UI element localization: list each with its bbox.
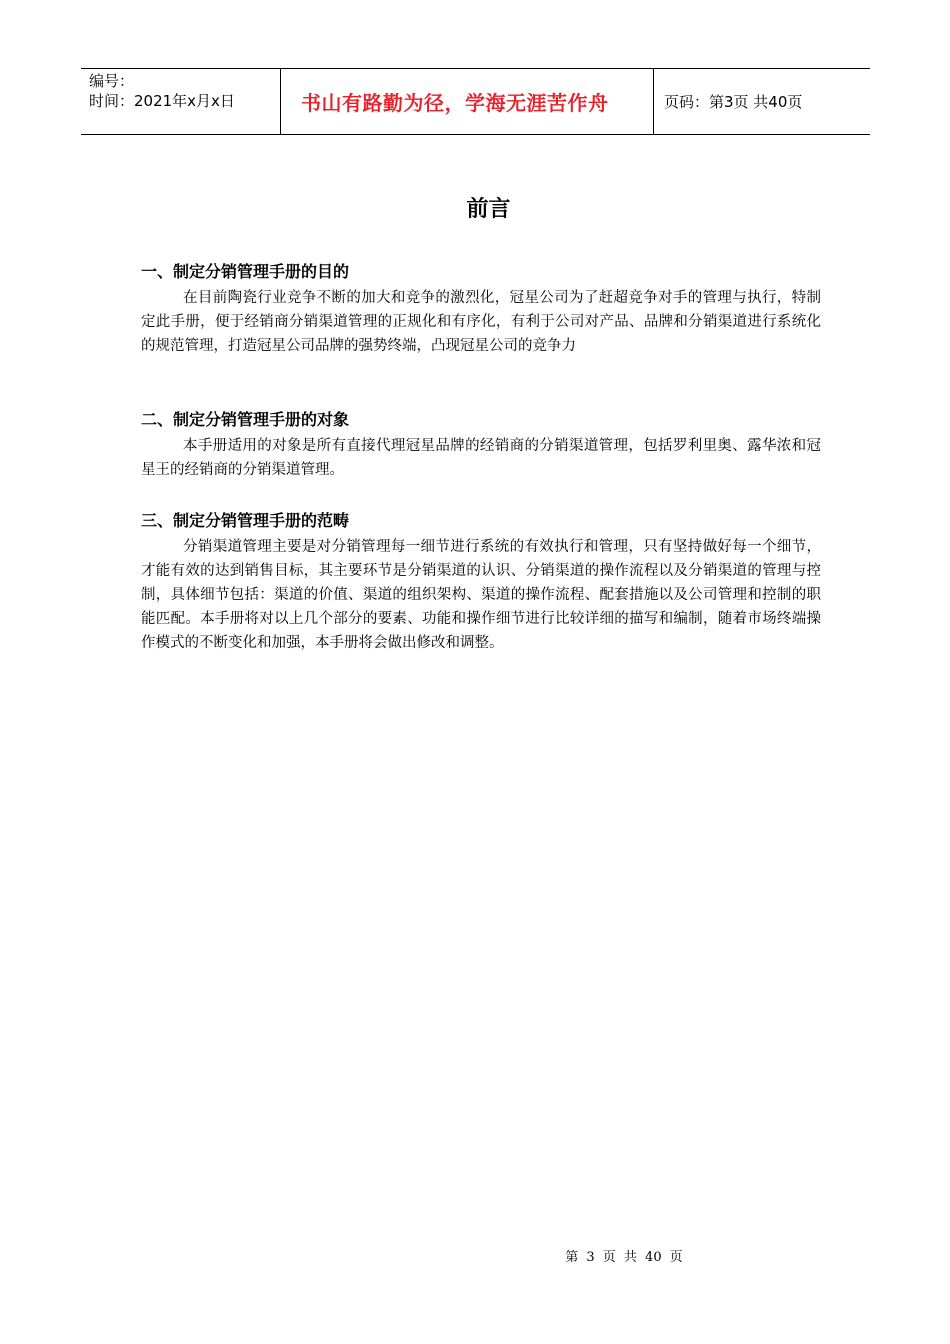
- section-scope: [141, 510, 821, 655]
- section-body: 在目前陶瓷行业竞争不断的加大和竞争的激烈化，冠星公司为了赶超竞争对手的管理与执行，特制定此手册，便于经销商分销渠道管理的正规化和有序化，有利于公司对产品、品牌和分销渠道进行系统化的规范管理，打造冠星公司品牌的强势终端，凸现冠星公司的竞争力: [141, 290, 821, 354]
- header-motto: 书山有路勤为径，学海无涯苦作舟: [301, 91, 609, 115]
- header-page-cell: [654, 69, 870, 134]
- document-number-label: 编号：: [89, 72, 135, 90]
- header-page-info: 页码：第3页 共40页: [664, 93, 803, 111]
- section-body: 分销渠道管理主要是对分销管理每一细节进行系统的有效执行和管理，只有坚持做好每一个细节，才能有效的达到销售目标，其主要环节是分销渠道的认识、分销渠道的操作流程以及分销渠道的管理与控制，具体细节包括：渠道的价值、渠道的组织架构、渠道的操作流程、配套措施以及公司管理和控制的职能匹配。本手册将对以上几个部分的要素、功能和操作细节进行比较详细的描写和编制，随着市场终端操作模式的不断变化和加强，本手册将会做出修改和调整。: [141, 539, 821, 651]
- section-purpose: [141, 261, 821, 358]
- section-audience: [141, 409, 821, 482]
- section-heading: 三、制定分销管理手册的范畴: [141, 511, 350, 530]
- page-footer: 第 3 页 共 40 页: [565, 1250, 683, 1265]
- section-heading: 一、制定分销管理手册的目的: [141, 262, 350, 281]
- section-heading: 二、制定分销管理手册的对象: [141, 410, 350, 429]
- section-body: 本手册适用的对象是所有直接代理冠星品牌的经销商的分销渠道管理，包括罗利里奥、露华浓和冠星王的经销商的分销渠道管理。: [141, 438, 821, 478]
- document-date: 时间：2021年x月x日: [89, 92, 235, 110]
- header-motto-cell: [281, 69, 654, 134]
- document-title: 前言: [466, 197, 511, 222]
- page-header: [81, 68, 870, 135]
- header-meta-cell: [81, 69, 281, 134]
